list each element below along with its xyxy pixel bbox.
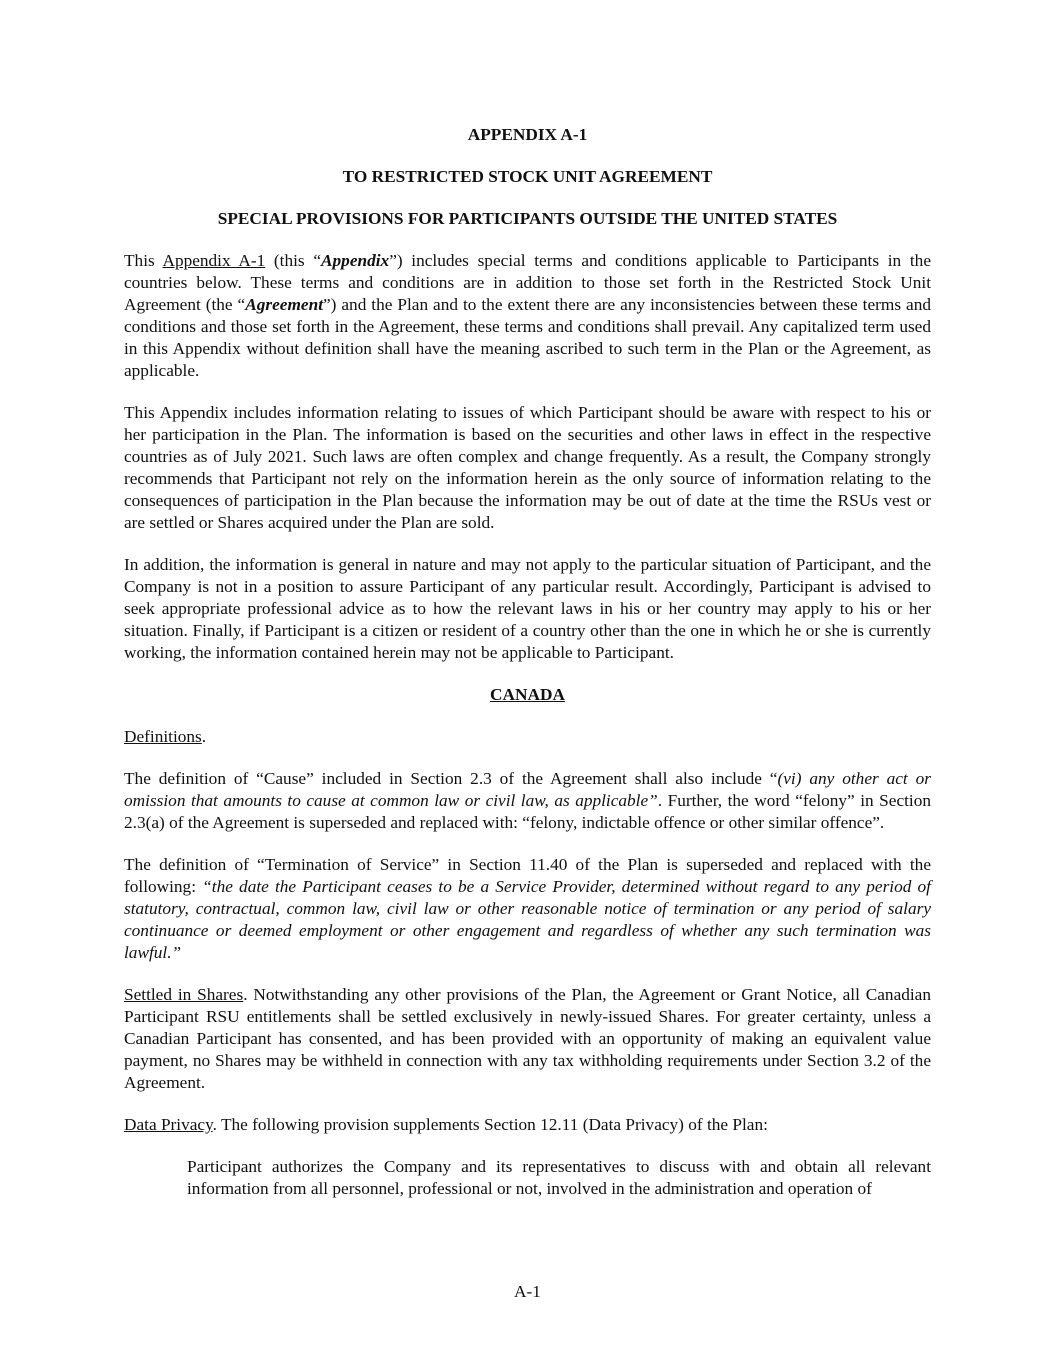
document-page <box>124 118 931 1220</box>
data-privacy-quote: Participant authorizes the Company and its representatives to discuss with and obtain all relevant information from all personnel, professional or not, involved in the administration and operation of <box>187 1157 931 1198</box>
cause-definition-paragraph <box>124 768 931 834</box>
intro-text: ”) includes special terms and conditions applicable to Participants in the countries below. These terms and conditions are in addition to those set forth in the Restricted Stock Unit Agreement (the “ <box>124 251 931 314</box>
data-privacy-text: . The following provision supplements Section 12.11 (Data Privacy) of the Plan: <box>212 1115 768 1134</box>
data-privacy-paragraph <box>124 1114 931 1136</box>
intro-text: ”) and the Plan and to the extent there are any inconsistencies between these terms and conditions and those set forth in the Agreement, these terms and conditions shall prevail. Any capitalized term used in this Appendix without definition shall have the meaning ascribed to such term in the Plan or the Agreement, as applicable. <box>124 295 931 380</box>
termination-text: The definition of “Termination of Service” in Section 11.40 of the Plan is superseded and replaced with the following: <box>124 855 931 896</box>
appendix-heading: SPECIAL PROVISIONS FOR PARTICIPANTS OUTSIDE THE UNITED STATES <box>217 209 838 228</box>
appendix-reference: Appendix A-1 <box>162 251 266 270</box>
termination-definition-paragraph <box>124 854 931 964</box>
definitions-heading <box>124 726 931 748</box>
cause-text: . Further, the word “felony” in Section 2.3(a) of the Agreement is superseded and replaced with: “felony, indictable offence or other similar offence”. <box>124 791 932 832</box>
data-privacy-label: Data Privacy <box>124 1115 213 1134</box>
settled-in-shares-text: . Notwithstanding any other provisions of the Plan, the Agreement or Grant Notice, all Canadian Participant RSU entitlements shall be settled exclusively in newly-issued Shares. For greater certainty, unless a Canadian Participant has consented, and has been provided with an opportunity of making an equivalent value payment, no Shares may be withheld in connection with any tax withholding requirements under Section 3.2 of the Agreement. <box>124 985 931 1092</box>
settled-in-shares-paragraph <box>124 984 931 1094</box>
appendix-subtitle: TO RESTRICTED STOCK UNIT AGREEMENT <box>342 167 713 186</box>
cause-italic-text: (vi) any other act or omission that amounts to cause at common law or civil law, as applicable” <box>124 769 932 810</box>
country-heading-canada: CANADA <box>490 685 565 704</box>
definitions-period: . <box>201 727 207 746</box>
intro-text: This <box>124 251 163 270</box>
intro-text: (this “ <box>265 251 322 270</box>
definitions-label: Definitions <box>124 727 202 746</box>
defined-term-appendix: Appendix <box>321 251 390 270</box>
page-number: A-1 <box>514 1282 541 1301</box>
intro-paragraph-3: In addition, the information is general in nature and may not apply to the particular situation of Participant, and the Company is not in a position to assure Participant of any particular result. Accordingly, Participant is advised to seek appropriate professional advice as to how the relevant laws in his or her country may apply to his or her situation. Finally, if Participant is a citizen or resident of a country other than the one in which he or she is currently working, the information contained herein may not be applicable to Participant. <box>124 555 931 662</box>
intro-paragraph-2: This Appendix includes information relating to issues of which Participant should be aware with respect to his or her participation in the Plan. The information is based on the securities and other laws in effect in the respective countries as of July 2021. Such laws are often complex and change frequently. As a result, the Company strongly recommends that Participant not rely on the information herein as the only source of information relating to the consequences of participation in the Plan because the information may be out of date at the time the RSUs vest or are settled or Shares acquired under the Plan are sold. <box>124 403 931 532</box>
termination-italic-text: “the date the Participant ceases to be a Service Provider, determined without regard to any period of statutory, contractual, common law, civil law or other reasonable notice of termination or any period of salary continuance or deemed employment or other engagement and regardless of whether any such termination was lawful.” <box>124 877 931 962</box>
settled-in-shares-label: Settled in Shares <box>124 985 244 1004</box>
appendix-title: APPENDIX A-1 <box>467 125 588 144</box>
defined-term-agreement: Agreement <box>245 295 323 314</box>
intro-paragraph-1 <box>124 250 931 382</box>
cause-text: The definition of “Cause” included in Section 2.3 of the Agreement shall also include “ <box>124 769 778 788</box>
